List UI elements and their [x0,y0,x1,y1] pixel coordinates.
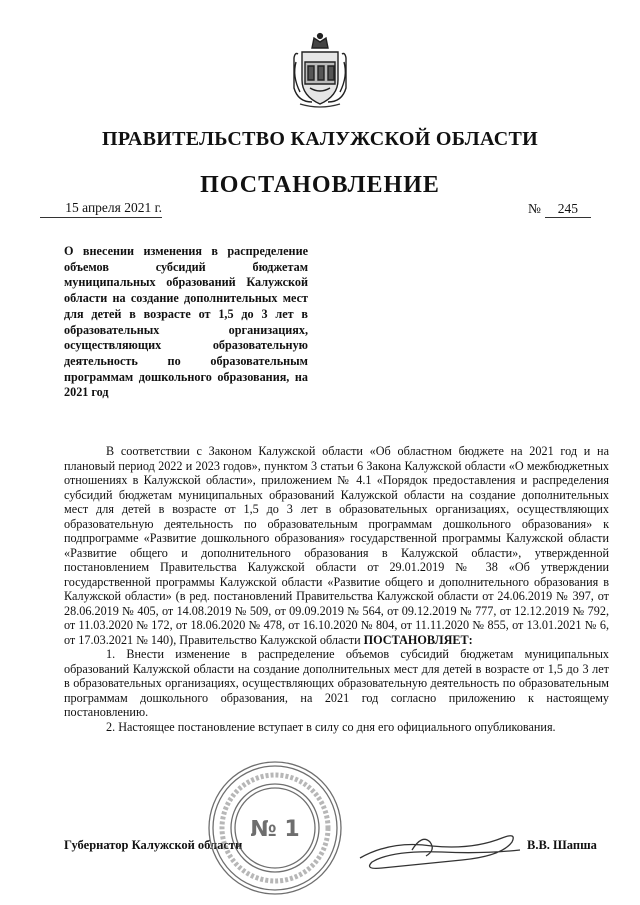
document-body [64,444,609,734]
coat-of-arms-icon [290,32,350,110]
signer-name: В.В. Шапша [527,838,597,852]
preamble-paragraph [64,444,609,647]
signer-position: Губернатор Калужской области [64,838,243,852]
resolve-word: ПОСТАНОВЛЯЕТ: [363,632,473,647]
document-type-heading: ПОСТАНОВЛЕНИЕ [200,172,440,198]
number-label: № [528,201,541,216]
item-2-paragraph: 2. Настоящее постановление вступает в силу со дня его официального опубликования. [106,719,556,734]
handwritten-signature-icon [352,820,527,876]
official-seal-icon [205,758,345,898]
seal-number: № 1 [250,817,300,842]
document-date: 15 апреля 2021 г. [40,200,162,218]
document-subject: О внесении изменения в распределение объемов субсидий бюджетам муниципальных образований Калужской области на создание дополнительных мест для детей в возрасте от 1,5 до 3 лет в образовательных организациях, осуществляющих образовательную деятельность по образовательным программам дошкольного образования, на 2021 год [64,244,308,400]
document-number [528,201,591,218]
number-value: 245 [545,201,591,218]
government-title: ПРАВИТЕЛЬСТВО КАЛУЖСКОЙ ОБЛАСТИ [102,128,538,150]
preamble-text: В соответствии с Законом Калужской области «Об областном бюджете на 2021 год и на плановый период 2022 и 2023 годов», пунктом 3 статьи 6 Закона Калужской области «О межбюджетных отношениях в Калужской области», приложением № 4.1 «Порядок предоставления и распределения субсидий бюджетам муниципальных образований Калужской области на создание дополнительных мест для детей в возрасте от 1,5 до 3 лет в образовательных организациях, осуществляющих образовательную деятельность по образовательным программам дошкольного образования» к подпрограмме «Развитие дошкольного образования» государственной программы Калужской области «Развитие общего и дополнительного образования в Калужской области», утвержденной постановлением Правительства Калужской области от 29.01.2019 № 38 «Об утверждении государственной программы Калужской области «Развитие общего и дополнительного образования в Калужской области» (в ред. постановлений Правительства Калужской области от 24.06.2019 № 397, от 28.06.2019 № 405, от 14.08.2019 № 509, от 09.09.2019 № 564, от 09.12.2019 № 777, от 12.12.2019 № 792, от 11.03.2020 № 172, от 18.06.2020 № 478, от 16.10.2020 № 804, от 11.11.2020 № 855, от 13.01.2021 № 6, от 17.03.2021 № 140), Правительство Калужской области [64,444,609,647]
item-1-paragraph: 1. Внести изменение в распределение объемов субсидий бюджетам муниципальных образований Калужской области на создание дополнительных мест для детей в возрасте от 1,5 до 3 лет в образовательных организациях, осуществляющих образовательную деятельность по образовательным программам дошкольного образования, на 2021 год согласно приложению к настоящему постановлению. [64,647,609,719]
